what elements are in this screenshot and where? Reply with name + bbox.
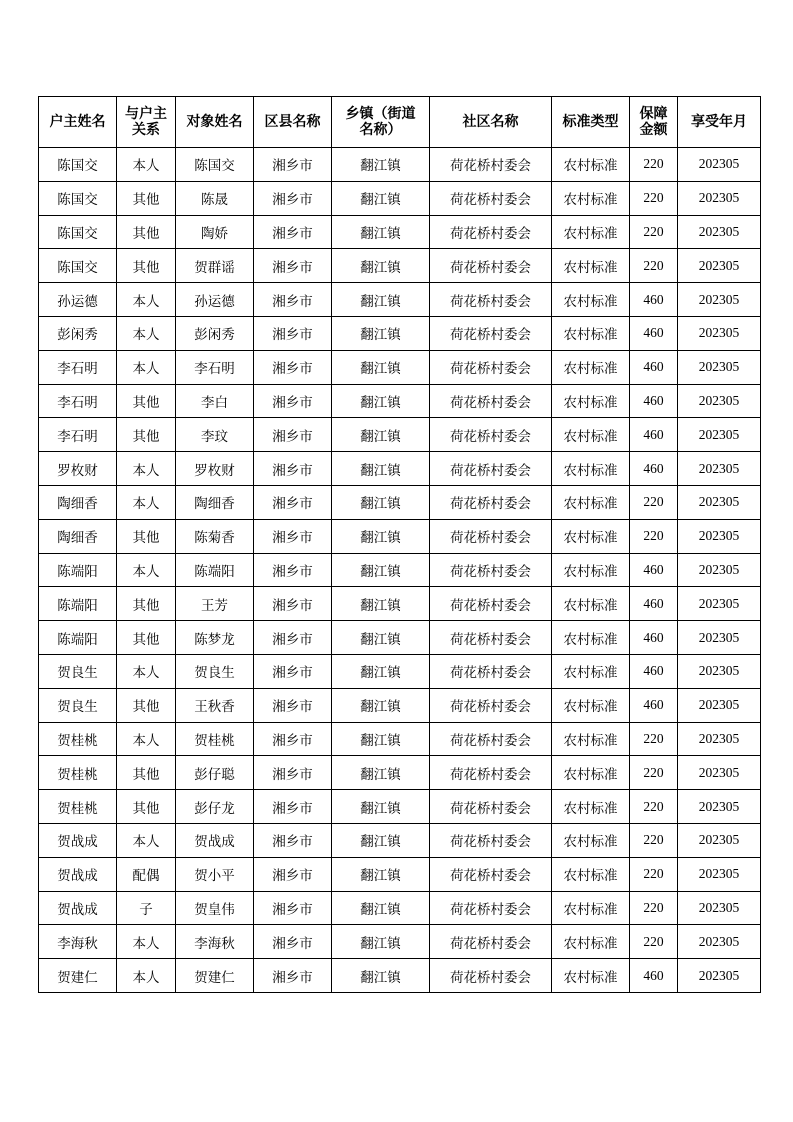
cell-relationship: 本人 bbox=[117, 283, 176, 317]
cell-standard-type: 农村标准 bbox=[552, 283, 630, 317]
cell-community: 荷花桥村委会 bbox=[430, 316, 552, 350]
cell-amount: 220 bbox=[630, 722, 678, 756]
cell-county: 湘乡市 bbox=[254, 823, 332, 857]
cell-amount: 220 bbox=[630, 790, 678, 824]
cell-standard-type: 农村标准 bbox=[552, 519, 630, 553]
cell-amount: 460 bbox=[630, 959, 678, 993]
cell-township: 翻江镇 bbox=[332, 756, 430, 790]
cell-relationship: 本人 bbox=[117, 722, 176, 756]
cell-amount: 220 bbox=[630, 485, 678, 519]
cell-period: 202305 bbox=[678, 790, 761, 824]
cell-amount: 460 bbox=[630, 688, 678, 722]
cell-community: 荷花桥村委会 bbox=[430, 283, 552, 317]
table-row bbox=[39, 519, 761, 553]
cell-period: 202305 bbox=[678, 925, 761, 959]
cell-township: 翻江镇 bbox=[332, 249, 430, 283]
cell-community: 荷花桥村委会 bbox=[430, 823, 552, 857]
cell-county: 湘乡市 bbox=[254, 181, 332, 215]
cell-period: 202305 bbox=[678, 823, 761, 857]
cell-householder: 贺良生 bbox=[39, 654, 117, 688]
cell-relationship: 本人 bbox=[117, 350, 176, 384]
col-header-amount: 保障金额 bbox=[630, 97, 678, 148]
cell-standard-type: 农村标准 bbox=[552, 316, 630, 350]
cell-beneficiary: 陶细香 bbox=[176, 485, 254, 519]
roster-table bbox=[38, 96, 761, 993]
cell-standard-type: 农村标准 bbox=[552, 418, 630, 452]
cell-beneficiary: 李玟 bbox=[176, 418, 254, 452]
cell-relationship: 其他 bbox=[117, 519, 176, 553]
cell-relationship: 其他 bbox=[117, 621, 176, 655]
cell-township: 翻江镇 bbox=[332, 925, 430, 959]
cell-beneficiary: 贺战成 bbox=[176, 823, 254, 857]
cell-householder: 贺良生 bbox=[39, 688, 117, 722]
cell-township: 翻江镇 bbox=[332, 553, 430, 587]
cell-period: 202305 bbox=[678, 621, 761, 655]
cell-community: 荷花桥村委会 bbox=[430, 249, 552, 283]
cell-community: 荷花桥村委会 bbox=[430, 418, 552, 452]
cell-county: 湘乡市 bbox=[254, 925, 332, 959]
cell-standard-type: 农村标准 bbox=[552, 654, 630, 688]
cell-beneficiary: 贺良生 bbox=[176, 654, 254, 688]
cell-amount: 220 bbox=[630, 519, 678, 553]
cell-period: 202305 bbox=[678, 350, 761, 384]
cell-period: 202305 bbox=[678, 688, 761, 722]
cell-period: 202305 bbox=[678, 452, 761, 486]
cell-county: 湘乡市 bbox=[254, 688, 332, 722]
table-row bbox=[39, 654, 761, 688]
cell-township: 翻江镇 bbox=[332, 621, 430, 655]
cell-county: 湘乡市 bbox=[254, 621, 332, 655]
cell-householder: 贺战成 bbox=[39, 891, 117, 925]
cell-community: 荷花桥村委会 bbox=[430, 452, 552, 486]
cell-township: 翻江镇 bbox=[332, 722, 430, 756]
cell-relationship: 其他 bbox=[117, 790, 176, 824]
cell-period: 202305 bbox=[678, 316, 761, 350]
cell-community: 荷花桥村委会 bbox=[430, 891, 552, 925]
cell-community: 荷花桥村委会 bbox=[430, 587, 552, 621]
cell-householder: 李石明 bbox=[39, 418, 117, 452]
cell-period: 202305 bbox=[678, 215, 761, 249]
cell-community: 荷花桥村委会 bbox=[430, 959, 552, 993]
cell-beneficiary: 陈端阳 bbox=[176, 553, 254, 587]
cell-county: 湘乡市 bbox=[254, 553, 332, 587]
col-header-householder: 户主姓名 bbox=[39, 97, 117, 148]
cell-relationship: 其他 bbox=[117, 688, 176, 722]
cell-county: 湘乡市 bbox=[254, 418, 332, 452]
cell-period: 202305 bbox=[678, 553, 761, 587]
cell-beneficiary: 李白 bbox=[176, 384, 254, 418]
cell-householder: 贺桂桃 bbox=[39, 756, 117, 790]
cell-period: 202305 bbox=[678, 891, 761, 925]
cell-amount: 460 bbox=[630, 283, 678, 317]
cell-county: 湘乡市 bbox=[254, 857, 332, 891]
cell-amount: 220 bbox=[630, 891, 678, 925]
cell-community: 荷花桥村委会 bbox=[430, 350, 552, 384]
cell-period: 202305 bbox=[678, 857, 761, 891]
cell-amount: 220 bbox=[630, 857, 678, 891]
cell-township: 翻江镇 bbox=[332, 587, 430, 621]
cell-county: 湘乡市 bbox=[254, 756, 332, 790]
cell-amount: 460 bbox=[630, 384, 678, 418]
cell-amount: 460 bbox=[630, 350, 678, 384]
cell-community: 荷花桥村委会 bbox=[430, 148, 552, 182]
cell-amount: 460 bbox=[630, 587, 678, 621]
cell-standard-type: 农村标准 bbox=[552, 553, 630, 587]
table-row bbox=[39, 823, 761, 857]
table-row bbox=[39, 485, 761, 519]
cell-county: 湘乡市 bbox=[254, 452, 332, 486]
cell-amount: 460 bbox=[630, 621, 678, 655]
cell-relationship: 其他 bbox=[117, 215, 176, 249]
cell-township: 翻江镇 bbox=[332, 688, 430, 722]
table-row bbox=[39, 587, 761, 621]
cell-community: 荷花桥村委会 bbox=[430, 857, 552, 891]
table-row bbox=[39, 350, 761, 384]
cell-township: 翻江镇 bbox=[332, 857, 430, 891]
cell-township: 翻江镇 bbox=[332, 891, 430, 925]
cell-beneficiary: 陈晟 bbox=[176, 181, 254, 215]
table-row bbox=[39, 418, 761, 452]
cell-county: 湘乡市 bbox=[254, 148, 332, 182]
col-header-community: 社区名称 bbox=[430, 97, 552, 148]
table-row bbox=[39, 283, 761, 317]
cell-standard-type: 农村标准 bbox=[552, 959, 630, 993]
cell-county: 湘乡市 bbox=[254, 283, 332, 317]
col-header-township: 乡镇（街道名称） bbox=[332, 97, 430, 148]
cell-community: 荷花桥村委会 bbox=[430, 722, 552, 756]
cell-beneficiary: 李石明 bbox=[176, 350, 254, 384]
cell-community: 荷花桥村委会 bbox=[430, 485, 552, 519]
cell-beneficiary: 贺桂桃 bbox=[176, 722, 254, 756]
table-row bbox=[39, 891, 761, 925]
cell-amount: 460 bbox=[630, 316, 678, 350]
cell-period: 202305 bbox=[678, 418, 761, 452]
cell-relationship: 本人 bbox=[117, 925, 176, 959]
cell-beneficiary: 李海秋 bbox=[176, 925, 254, 959]
cell-householder: 贺战成 bbox=[39, 857, 117, 891]
cell-township: 翻江镇 bbox=[332, 181, 430, 215]
cell-township: 翻江镇 bbox=[332, 350, 430, 384]
table-row bbox=[39, 452, 761, 486]
cell-beneficiary: 彭仔聪 bbox=[176, 756, 254, 790]
cell-amount: 220 bbox=[630, 925, 678, 959]
cell-relationship: 本人 bbox=[117, 654, 176, 688]
cell-county: 湘乡市 bbox=[254, 790, 332, 824]
cell-period: 202305 bbox=[678, 283, 761, 317]
col-header-beneficiary: 对象姓名 bbox=[176, 97, 254, 148]
cell-county: 湘乡市 bbox=[254, 350, 332, 384]
cell-standard-type: 农村标准 bbox=[552, 688, 630, 722]
cell-householder: 彭闲秀 bbox=[39, 316, 117, 350]
cell-township: 翻江镇 bbox=[332, 418, 430, 452]
table-row bbox=[39, 959, 761, 993]
cell-township: 翻江镇 bbox=[332, 959, 430, 993]
cell-township: 翻江镇 bbox=[332, 823, 430, 857]
cell-householder: 陈端阳 bbox=[39, 553, 117, 587]
cell-community: 荷花桥村委会 bbox=[430, 384, 552, 418]
cell-standard-type: 农村标准 bbox=[552, 857, 630, 891]
cell-householder: 李石明 bbox=[39, 350, 117, 384]
table-row bbox=[39, 621, 761, 655]
cell-amount: 220 bbox=[630, 823, 678, 857]
cell-county: 湘乡市 bbox=[254, 959, 332, 993]
cell-county: 湘乡市 bbox=[254, 485, 332, 519]
cell-householder: 陈国交 bbox=[39, 181, 117, 215]
cell-township: 翻江镇 bbox=[332, 790, 430, 824]
cell-householder: 贺建仁 bbox=[39, 959, 117, 993]
cell-amount: 460 bbox=[630, 452, 678, 486]
cell-community: 荷花桥村委会 bbox=[430, 688, 552, 722]
cell-standard-type: 农村标准 bbox=[552, 587, 630, 621]
cell-beneficiary: 贺皇伟 bbox=[176, 891, 254, 925]
cell-beneficiary: 陶娇 bbox=[176, 215, 254, 249]
cell-township: 翻江镇 bbox=[332, 485, 430, 519]
cell-township: 翻江镇 bbox=[332, 148, 430, 182]
cell-community: 荷花桥村委会 bbox=[430, 519, 552, 553]
cell-amount: 220 bbox=[630, 181, 678, 215]
cell-community: 荷花桥村委会 bbox=[430, 756, 552, 790]
cell-beneficiary: 罗枚财 bbox=[176, 452, 254, 486]
cell-period: 202305 bbox=[678, 148, 761, 182]
table-row bbox=[39, 925, 761, 959]
cell-township: 翻江镇 bbox=[332, 519, 430, 553]
cell-community: 荷花桥村委会 bbox=[430, 925, 552, 959]
cell-community: 荷花桥村委会 bbox=[430, 621, 552, 655]
cell-relationship: 本人 bbox=[117, 485, 176, 519]
cell-relationship: 本人 bbox=[117, 823, 176, 857]
cell-beneficiary: 王芳 bbox=[176, 587, 254, 621]
cell-standard-type: 农村标准 bbox=[552, 925, 630, 959]
cell-community: 荷花桥村委会 bbox=[430, 790, 552, 824]
cell-relationship: 本人 bbox=[117, 148, 176, 182]
cell-beneficiary: 贺建仁 bbox=[176, 959, 254, 993]
cell-township: 翻江镇 bbox=[332, 283, 430, 317]
cell-standard-type: 农村标准 bbox=[552, 891, 630, 925]
cell-relationship: 其他 bbox=[117, 756, 176, 790]
cell-relationship: 其他 bbox=[117, 249, 176, 283]
cell-county: 湘乡市 bbox=[254, 519, 332, 553]
table-row bbox=[39, 790, 761, 824]
col-header-standard-type: 标准类型 bbox=[552, 97, 630, 148]
cell-standard-type: 农村标准 bbox=[552, 485, 630, 519]
cell-county: 湘乡市 bbox=[254, 316, 332, 350]
cell-county: 湘乡市 bbox=[254, 587, 332, 621]
cell-period: 202305 bbox=[678, 384, 761, 418]
cell-householder: 贺桂桃 bbox=[39, 790, 117, 824]
col-header-county: 区县名称 bbox=[254, 97, 332, 148]
cell-beneficiary: 彭闲秀 bbox=[176, 316, 254, 350]
roster-body bbox=[39, 148, 761, 993]
cell-township: 翻江镇 bbox=[332, 654, 430, 688]
cell-relationship: 子 bbox=[117, 891, 176, 925]
cell-standard-type: 农村标准 bbox=[552, 790, 630, 824]
table-row bbox=[39, 722, 761, 756]
cell-householder: 陶细香 bbox=[39, 485, 117, 519]
cell-township: 翻江镇 bbox=[332, 215, 430, 249]
cell-amount: 220 bbox=[630, 249, 678, 283]
cell-householder: 李海秋 bbox=[39, 925, 117, 959]
cell-relationship: 其他 bbox=[117, 181, 176, 215]
cell-county: 湘乡市 bbox=[254, 891, 332, 925]
cell-amount: 460 bbox=[630, 553, 678, 587]
table-row bbox=[39, 384, 761, 418]
cell-standard-type: 农村标准 bbox=[552, 249, 630, 283]
col-header-period: 享受年月 bbox=[678, 97, 761, 148]
cell-period: 202305 bbox=[678, 722, 761, 756]
table-row bbox=[39, 688, 761, 722]
table-row bbox=[39, 553, 761, 587]
cell-relationship: 本人 bbox=[117, 316, 176, 350]
cell-standard-type: 农村标准 bbox=[552, 823, 630, 857]
cell-relationship: 其他 bbox=[117, 418, 176, 452]
cell-community: 荷花桥村委会 bbox=[430, 654, 552, 688]
cell-relationship: 其他 bbox=[117, 384, 176, 418]
cell-period: 202305 bbox=[678, 654, 761, 688]
cell-beneficiary: 彭仔龙 bbox=[176, 790, 254, 824]
cell-householder: 陈国交 bbox=[39, 215, 117, 249]
table-row bbox=[39, 316, 761, 350]
cell-amount: 220 bbox=[630, 756, 678, 790]
col-header-relationship: 与户主关系 bbox=[117, 97, 176, 148]
cell-householder: 陈国交 bbox=[39, 148, 117, 182]
cell-standard-type: 农村标准 bbox=[552, 350, 630, 384]
cell-beneficiary: 贺群谣 bbox=[176, 249, 254, 283]
cell-standard-type: 农村标准 bbox=[552, 621, 630, 655]
cell-relationship: 其他 bbox=[117, 587, 176, 621]
cell-amount: 460 bbox=[630, 418, 678, 452]
cell-householder: 陶细香 bbox=[39, 519, 117, 553]
cell-standard-type: 农村标准 bbox=[552, 215, 630, 249]
cell-county: 湘乡市 bbox=[254, 249, 332, 283]
cell-community: 荷花桥村委会 bbox=[430, 553, 552, 587]
cell-period: 202305 bbox=[678, 587, 761, 621]
cell-standard-type: 农村标准 bbox=[552, 384, 630, 418]
cell-county: 湘乡市 bbox=[254, 722, 332, 756]
cell-beneficiary: 陈梦龙 bbox=[176, 621, 254, 655]
cell-amount: 220 bbox=[630, 215, 678, 249]
cell-county: 湘乡市 bbox=[254, 215, 332, 249]
cell-period: 202305 bbox=[678, 756, 761, 790]
cell-township: 翻江镇 bbox=[332, 316, 430, 350]
cell-township: 翻江镇 bbox=[332, 384, 430, 418]
cell-householder: 陈端阳 bbox=[39, 587, 117, 621]
cell-householder: 孙运德 bbox=[39, 283, 117, 317]
cell-beneficiary: 贺小平 bbox=[176, 857, 254, 891]
cell-relationship: 本人 bbox=[117, 959, 176, 993]
table-row bbox=[39, 181, 761, 215]
table-row bbox=[39, 249, 761, 283]
cell-householder: 罗枚财 bbox=[39, 452, 117, 486]
cell-beneficiary: 陈菊香 bbox=[176, 519, 254, 553]
cell-relationship: 本人 bbox=[117, 452, 176, 486]
cell-period: 202305 bbox=[678, 249, 761, 283]
cell-amount: 220 bbox=[630, 148, 678, 182]
cell-householder: 贺桂桃 bbox=[39, 722, 117, 756]
cell-beneficiary: 孙运德 bbox=[176, 283, 254, 317]
cell-community: 荷花桥村委会 bbox=[430, 215, 552, 249]
cell-householder: 陈国交 bbox=[39, 249, 117, 283]
cell-period: 202305 bbox=[678, 181, 761, 215]
cell-householder: 陈端阳 bbox=[39, 621, 117, 655]
table-row bbox=[39, 857, 761, 891]
table-row bbox=[39, 148, 761, 182]
cell-beneficiary: 陈国交 bbox=[176, 148, 254, 182]
cell-amount: 460 bbox=[630, 654, 678, 688]
cell-standard-type: 农村标准 bbox=[552, 452, 630, 486]
cell-householder: 李石明 bbox=[39, 384, 117, 418]
cell-community: 荷花桥村委会 bbox=[430, 181, 552, 215]
cell-standard-type: 农村标准 bbox=[552, 756, 630, 790]
table-row bbox=[39, 215, 761, 249]
cell-standard-type: 农村标准 bbox=[552, 181, 630, 215]
table-row bbox=[39, 756, 761, 790]
cell-township: 翻江镇 bbox=[332, 452, 430, 486]
cell-householder: 贺战成 bbox=[39, 823, 117, 857]
cell-county: 湘乡市 bbox=[254, 654, 332, 688]
cell-standard-type: 农村标准 bbox=[552, 148, 630, 182]
header-row bbox=[39, 97, 761, 148]
cell-beneficiary: 王秋香 bbox=[176, 688, 254, 722]
cell-period: 202305 bbox=[678, 519, 761, 553]
cell-county: 湘乡市 bbox=[254, 384, 332, 418]
cell-standard-type: 农村标准 bbox=[552, 722, 630, 756]
cell-period: 202305 bbox=[678, 485, 761, 519]
cell-relationship: 配偶 bbox=[117, 857, 176, 891]
cell-relationship: 本人 bbox=[117, 553, 176, 587]
cell-period: 202305 bbox=[678, 959, 761, 993]
